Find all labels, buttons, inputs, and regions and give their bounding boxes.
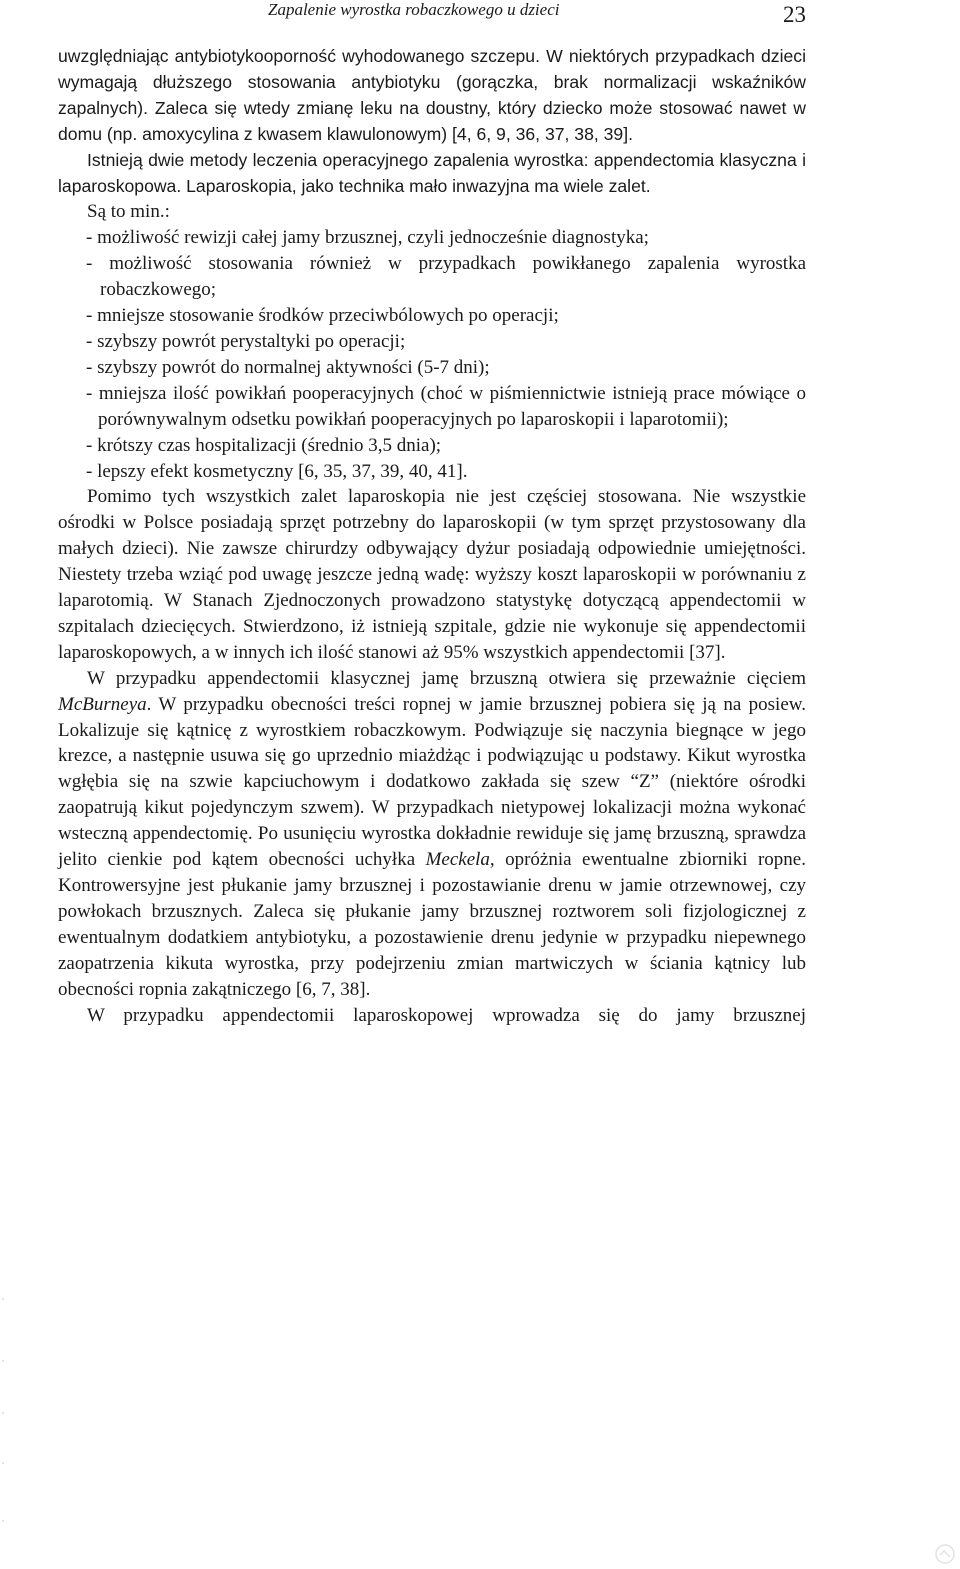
term-mcburney: McBurneya: [58, 693, 147, 715]
list-item: - krótszy czas hospitalizacji (średnio 3,5 dnia);: [86, 434, 442, 456]
advantages-intro: Są to min.:: [87, 201, 170, 223]
scan-speck: [2, 1298, 4, 1300]
paragraph-classic-appendectomy: [58, 666, 806, 1003]
advantages-list: [58, 225, 806, 484]
paragraph-surgical-methods: Istnieją dwie metody leczenia operacyjnego zapalenia wyrostka: appendectomia klasyczna i laparoskopowa. Laparoskopia, jako technika mało inwazyjna ma wiele zalet.: [58, 149, 806, 196]
term-meckel: Meckela: [425, 849, 490, 871]
page-header: [58, 0, 806, 44]
document-page: [58, 0, 806, 1569]
scan-speck: [2, 1520, 4, 1522]
scan-speck: [2, 1360, 4, 1362]
list-item: - mniejsze stosowanie środków przeciwbólowych po operacji;: [86, 305, 559, 327]
paragraph-limitations: Pomimo tych wszystkich zalet laparoskopia nie jest częściej stosowana. Nie wszystkie ośrodki w Polsce posiadają sprzęt potrzebny do laparoskopii (w tym sprzęt przystosowany dla małych dzieci). Nie zawsze chirurdzy odbywający dyżur posiadają odpowiednie umiejętności. Niestety trzeba wziąć pod uwagę jeszcze jedną wadę: wyższy koszt laparoskopii w porównaniu z laparotomią. W Stanach Zjednoczonych prowadzono statystykę dotyczącą appendectomii w szpitalach dziecięcych. Stwierdzono, iż istnieją szpitale, gdzie nie wykonuje się appendectomii laparoskopowych, a w innych ich ilość stanowi aż 95% wszystkich appendectomii [37].: [58, 486, 806, 663]
scan-speck: [2, 1412, 4, 1414]
text-run: . W przypadku obecności treści ropnej w jamie brzusznej pobiera się ją na posiew. Lokalizuje się kątnicę z wyrostkiem robaczkowym. Podwiązuje się naczynia biegnące w jego krezce, a następnie usuwa się go uprzednio miażdżąc i podwiązując u podstawy. Kikut wyrostka wgłębia się na szwie kapciuchowym i dodatkowo zakłada się szew “Z” (niektóre ośrodki zaopatrują kikut pojedynczym szwem). W przypadkach nietypowej lokalizacji można wykonać wsteczną appendectomię. Po usunięciu wyrostka dokładnie rewiduje się jamę brzuszną, sprawdza jelito cienkie pod kątem obecności uchyłka: [58, 693, 806, 871]
list-item: - możliwość stosowania również w przypadkach powikłanego zapalenia wyrostka robaczkowego;: [86, 253, 806, 301]
text-run: , opróżnia ewentualne zbiorniki ropne. Kontrowersyjne jest płukanie jamy brzusznej i pozostawianie drenu w jamie otrzewnowej, czy powłokach brzusznych. Zaleca się płukanie jamy brzusznej roztworem soli fizjologicznej z ewentualnym dodatkiem antybiotyku, a pozostawienie drenu jedynie w przypadku niepewnego zaopatrzenia kikuta wyrostka, przy podejrzeniu zmian martwiczych w ściania kątnicy lub obecności ropnia zakątniczego [6, 7, 38].: [58, 849, 806, 1000]
list-item: - mniejsza ilość powikłań pooperacyjnych (choć w piśmiennictwie istnieją prace mówiące o porównywalnym odsetku powikłań pooperacyjnych po laparoskopii i laparotomii);: [86, 382, 806, 430]
paragraph-antibiotics: uwzględniając antybiotykooporność wyhodowanego szczepu. W niektórych przypadkach dzieci wymagają dłuższego stosowania antybiotyku (gorączka, brak normalizacji wskaźników zapalnych). Zaleca się wtedy zmianę leku na doustny, który dziecko może stosować nawet w domu (np. amoxycylina z kwasem klawulonowym) [4, 6, 9, 36, 37, 38, 39].: [58, 46, 806, 144]
list-item: - szybszy powrót do normalnej aktywności (5-7 dni);: [86, 356, 490, 378]
body-text: [58, 44, 806, 1028]
running-title: Zapalenie wyrostka robaczkowego u dzieci: [268, 0, 560, 19]
corner-mark-icon: [934, 1543, 956, 1565]
list-item: - możliwość rewizji całej jamy brzusznej, czyli jednocześnie diagnostyka;: [86, 227, 649, 249]
list-item: - szybszy powrót perystaltyki po operacji;: [86, 330, 406, 352]
paragraph-laparoscopic-start: W przypadku appendectomii laparoskopowej wprowadza się do jamy brzusznej: [87, 1004, 806, 1026]
text-run: W przypadku appendectomii klasycznej jamę brzuszną otwiera się przeważnie cięciem: [87, 667, 806, 689]
scan-speck: [2, 1462, 4, 1464]
list-item: - lepszy efekt kosmetyczny [6, 35, 37, 39, 40, 41].: [86, 460, 468, 482]
page-number: 23: [783, 2, 806, 27]
